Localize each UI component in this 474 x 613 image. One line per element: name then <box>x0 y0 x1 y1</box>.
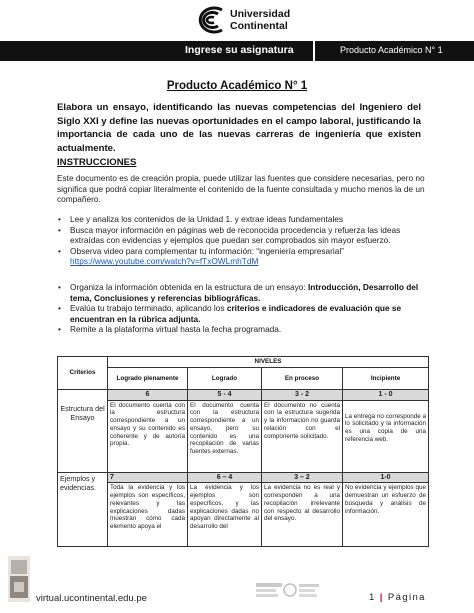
table-header-row <box>58 357 429 368</box>
table-header-row <box>58 368 429 390</box>
product-label: Producto Académico N° 1 <box>340 45 443 55</box>
page-number <box>369 592 426 603</box>
level-header: En proceso <box>262 368 343 390</box>
bullet-icon: • <box>58 303 61 314</box>
score-row <box>58 390 429 401</box>
header-banner <box>0 41 474 61</box>
descriptor-cell: La evidencia no es real y corresponden a una recopilación irrelevante con respecto al desarrollo del ensayo. <box>262 483 343 547</box>
level-header: Logrado <box>188 368 262 390</box>
page-word: Página <box>387 592 426 603</box>
quality-badge-icon <box>256 581 320 599</box>
score-cell: 1 - 0 <box>343 390 429 401</box>
list-item <box>57 324 427 335</box>
descriptor-cell: No evidencia y ejemplos que demuestran un esfuerzo de búsqueda y análisis de información. <box>343 483 429 547</box>
descriptor-cell: La entrega no corresponde a lo solicitado y la información es una copia de una referencia web. <box>343 400 429 472</box>
bullet-bold-text: Introducción, Desarrollo del tema, Conclusiones y referencias bibliográficas. <box>70 282 419 303</box>
bullet-text: Evalúa tu trabajo terminado, aplicando los <box>70 303 227 314</box>
criteria-header: Criterios <box>58 357 108 390</box>
bullet-text: Lee y analiza los contenidos de la Unidad 1. y extrae ideas fundamentales <box>70 214 344 224</box>
score-cell: 1-0 <box>343 472 429 483</box>
level-header: Incipiente <box>343 368 429 390</box>
levels-header: NIVELES <box>108 357 429 368</box>
list-item <box>57 225 427 246</box>
score-row <box>58 472 429 483</box>
criterion-cell: Ejemplos y evidencias. <box>58 472 108 547</box>
logo-line-1: Universidad <box>230 8 291 20</box>
page-title: Producto Académico N° 1 <box>166 80 308 92</box>
instructions-paragraph: Este documento es de creación propia, puede utilizar las fuentes que considere necesarias, pero no significa que podrá copiar literalmente el contenido de la fuente consultada y mucho menos la de un compañero. <box>57 173 425 205</box>
page-number-value: 1 <box>369 592 376 603</box>
bullet-bold-text: criterios e indicadores de evaluación que se encuentran en la rúbrica adjunta. <box>70 303 402 324</box>
instructions-heading: INSTRUCCIONES <box>57 157 137 168</box>
descriptor-cell: Toda la evidencia y los ejemplos son específicos, relevantes y las explicaciones dadas muestran cómo cada elemento apoya el <box>108 483 188 547</box>
score-cell: 6 <box>108 390 188 401</box>
instructions-list-1 <box>57 214 427 267</box>
level-header: Logrado plenamente <box>108 368 188 390</box>
bullet-text: Remite a la plataforma virtual hasta la fecha programada. <box>70 324 282 335</box>
score-cell: 7 <box>108 472 188 483</box>
page-separator: | <box>379 592 384 603</box>
descriptor-cell: El documento cuenta con la estructura correspondiente a un ensayo, pero su contenido es una recopilación de varias fuentes externas. <box>188 400 262 472</box>
bullet-icon: • <box>58 214 61 224</box>
footer-url: virtual.ucontinental.edu.pe <box>36 593 147 604</box>
table-row <box>58 483 429 547</box>
banner-divider <box>313 41 315 61</box>
continental-logo-icon <box>190 6 226 34</box>
bullet-icon: • <box>58 282 61 292</box>
university-logo <box>190 6 310 34</box>
descriptor-cell: El documento no cuenta con la estructura sugerida y la información no guarda relación con el componente solicitado. <box>262 400 343 472</box>
bullet-text: Observa video para complementar tu información: “ingeniería empresarial” <box>70 245 344 256</box>
instructions-list-2 <box>57 282 427 335</box>
list-item <box>57 303 427 324</box>
list-item <box>57 214 427 225</box>
assignment-statement: Elabora un ensayo, identificando las nuevas competencias del Ingeniero del Siglo XXI y define las nuevas oportunidades en el campo laboral, justificando la importancia de cada uno de las nuevas carreras de ingeniería que existen actualmente. <box>57 102 421 154</box>
descriptor-cell: La evidencia y los ejemplos son específicos, y las explicaciones dadas no apoyan directamente al desarrollo del <box>188 483 262 547</box>
bullet-icon: • <box>58 245 61 256</box>
course-name: Ingrese su asignatura <box>185 44 294 56</box>
rubric-table <box>57 356 429 547</box>
score-cell: 3 - 2 <box>262 390 343 401</box>
score-cell: 3 – 2 <box>262 472 343 483</box>
criterion-cell: Estructura del Ensayo <box>58 390 108 473</box>
footer-photo-icon <box>8 556 30 602</box>
score-cell: 5 - 4 <box>188 390 262 401</box>
bullet-text: Organiza la información obtenida en la estructura de un ensayo: <box>70 282 308 292</box>
descriptor-cell: El documento cuenta con la estructura correspondiente a un ensayo y su contenido es coherente y de autoría propia. <box>108 400 188 472</box>
table-row <box>58 400 429 472</box>
video-link[interactable]: https://www.youtube.com/watch?v=fTxOWLmhTdM <box>70 256 259 267</box>
list-item <box>57 246 427 267</box>
logo-text <box>230 8 290 32</box>
bullet-icon: • <box>58 324 61 335</box>
score-cell: 6 – 4 <box>188 472 262 483</box>
logo-line-2: Continental <box>230 20 288 32</box>
bullet-icon: • <box>58 224 61 235</box>
list-item <box>57 282 427 303</box>
bullet-text: Busca mayor información en páginas web de reconocida procedencia y refuerza las ideas extraídas con evidencias y ejemplos que puedan ser comprobados sin mayor esfuerzo. <box>70 224 401 246</box>
